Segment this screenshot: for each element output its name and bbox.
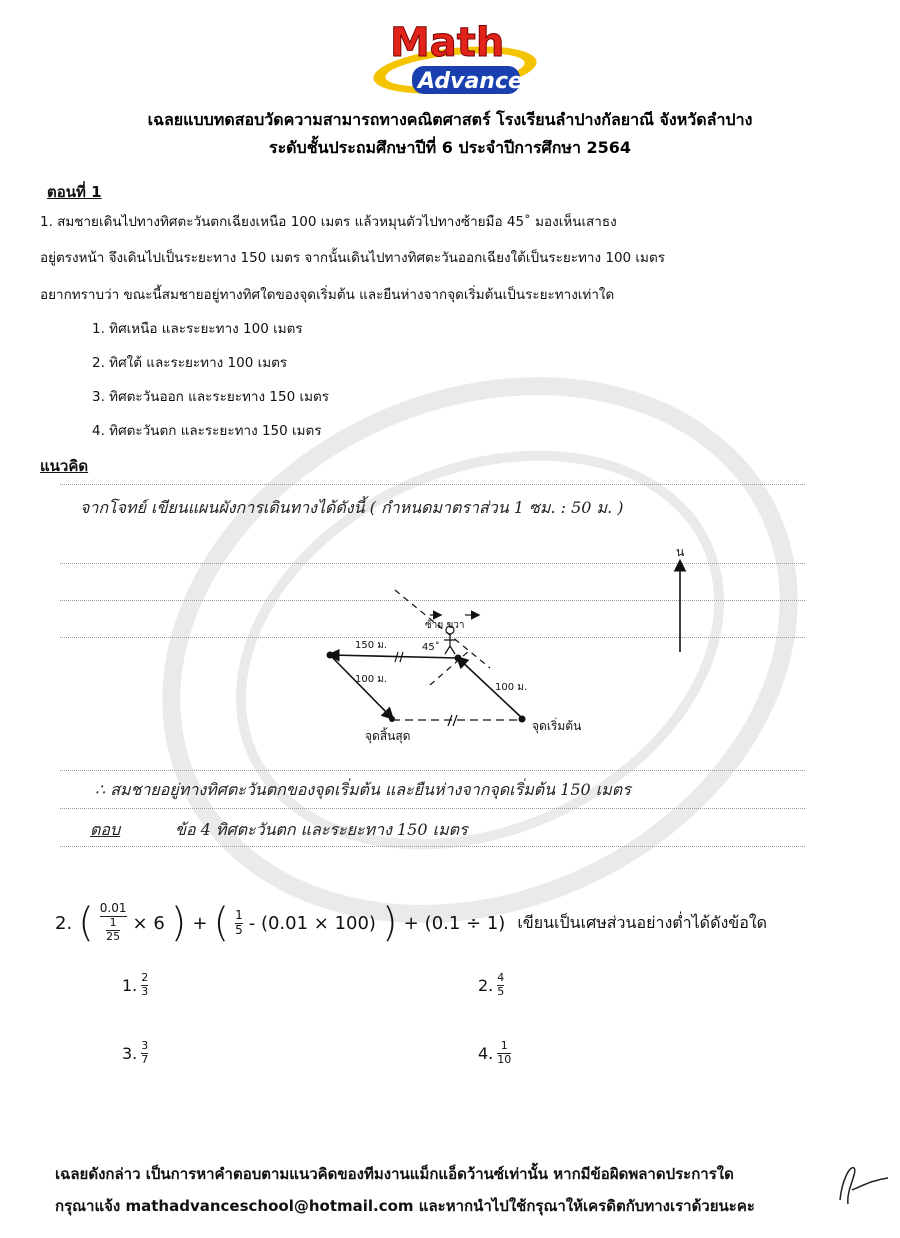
question1-option-1: 1. ทิศเหนือ และระยะทาง 100 เมตร	[92, 321, 303, 337]
label-100m-right: 100 ม.	[495, 682, 528, 693]
label-150m: 150 ม.	[355, 640, 388, 651]
walking-path-diagram	[300, 540, 700, 750]
question2-choice-1: 1. $\frac{2}{3}$	[122, 971, 149, 998]
footer-note: เฉลยดังกล่าว เป็นการหาคำตอบตามแนวคิดของทีมงานแม็กแอ็ดว้านซ์เท่านั้น หากมีข้อผิดพลาดประการใด	[55, 1165, 734, 1183]
ruled-line	[60, 808, 805, 809]
approach-title: แนวคิด	[40, 457, 89, 475]
question2-choice-2: 2. $\frac{4}{5}$	[478, 971, 505, 998]
question1-option-3: 3. ทิศตะวันออก และระยะทาง 150 เมตร	[92, 389, 329, 405]
section-title: ตอนที่ 1	[47, 183, 102, 201]
end-point-label: จุดสิ้นสุด	[365, 729, 411, 743]
fraction-b: $\frac{1}{5}$	[235, 907, 243, 937]
end-point-marker	[389, 716, 395, 722]
approach-intro: จากโจทย์ เขียนแผนผังการเดินทางได้ดังนี้ ( กำหนดมาตราส่วน 1 ซม. : 50 ม. )	[80, 498, 624, 517]
ruled-line	[60, 770, 805, 771]
question1-line2: อยู่ตรงหน้า จึงเดินไปเป็นระยะทาง 150 เมตร จากนั้นเดินไปทางทิศตะวันออกเฉียงใต้เป็นระยะทาง 100 เมตร	[40, 250, 665, 266]
angle-label: 45˚	[422, 642, 440, 653]
svg-text:Advance: Advance	[418, 69, 523, 94]
guide-line	[430, 650, 470, 685]
answer-text: ข้อ 4 ทิศตะวันตก และระยะทาง 150 เมตร	[175, 820, 468, 839]
start-point-label: จุดเริ่มต้น	[532, 719, 582, 733]
path-segment-se	[330, 655, 392, 718]
answer-label: ตอบ	[90, 820, 121, 839]
question1-line3: อยากทราบว่า ขณะนี้สมชายอยู่ทางทิศใดของจุดเริ่มต้น และยืนห่างจากจุดเริ่มต้นเป็นระยะทางเท่าใด	[40, 287, 615, 303]
math-advance-logo	[360, 8, 540, 100]
label-100m-left: 100 ม.	[355, 674, 388, 685]
footer-contact: กรุณาแจ้ง mathadvanceschool@hotmail.com และหากนำไปใช้กรุณาให้เครดิตกับทางเราด้วยนะคะ	[55, 1197, 755, 1215]
svg-text:Math: Math	[390, 20, 505, 66]
approach-conclusion: ∴ สมชายอยู่ทางทิศตะวันตกของจุดเริ่มต้น และยืนห่างจากจุดเริ่มต้น 150 เมตร	[95, 780, 631, 799]
question2-choice-4: 4. $\frac{1}{10}$	[478, 1039, 512, 1066]
ruled-line	[60, 484, 805, 485]
question1-option-4: 4. ทิศตะวันตก และระยะทาง 150 เมตร	[92, 423, 322, 439]
direction-label: ซ้าย ขวา	[425, 620, 465, 631]
ruled-line	[60, 846, 805, 847]
header-title: เฉลยแบบทดสอบวัดความสามารถทางคณิตศาสตร์ โรงเรียนลำปางกัลยาณี จังหวัดลำปาง	[147, 110, 753, 129]
fraction-a: $\frac{0.01}{\frac{1}{25}}$	[99, 901, 127, 943]
header-subtitle: ระดับชั้นประถมศึกษาปีที่ 6 ประจำปีการศึกษา 2564	[268, 138, 632, 157]
question1-option-2: 2. ทิศใต้ และระยะทาง 100 เมตร	[92, 355, 288, 371]
question2-number: 2.	[55, 912, 73, 934]
question2-prompt: เขียนเป็นเศษส่วนอย่างต่ำได้ดังข้อใด	[517, 912, 768, 932]
start-point-marker	[519, 716, 526, 723]
signature-scribble	[832, 1160, 892, 1210]
question2-choice-3: 3. $\frac{3}{7}$	[122, 1039, 149, 1066]
question1-line1: 1. สมชายเดินไปทางทิศตะวันตกเฉียงเหนือ 100 เมตร แล้วหมุนตัวไปทางซ้ายมือ 45˚ มองเห็นเสาธง	[40, 214, 617, 230]
path-segment-west	[330, 655, 458, 658]
question2: 2. ( $\frac{0.01}{\frac{1}{25}}$ × 6 ) + ( $\frac{1}{5}$ - (0.01 × 100) ) + (0.1 ÷ 1) เขียนเป็นเศษส่วนอย่างต่ำได้ดังข้อใด	[55, 900, 768, 946]
north-label: น	[676, 545, 685, 559]
